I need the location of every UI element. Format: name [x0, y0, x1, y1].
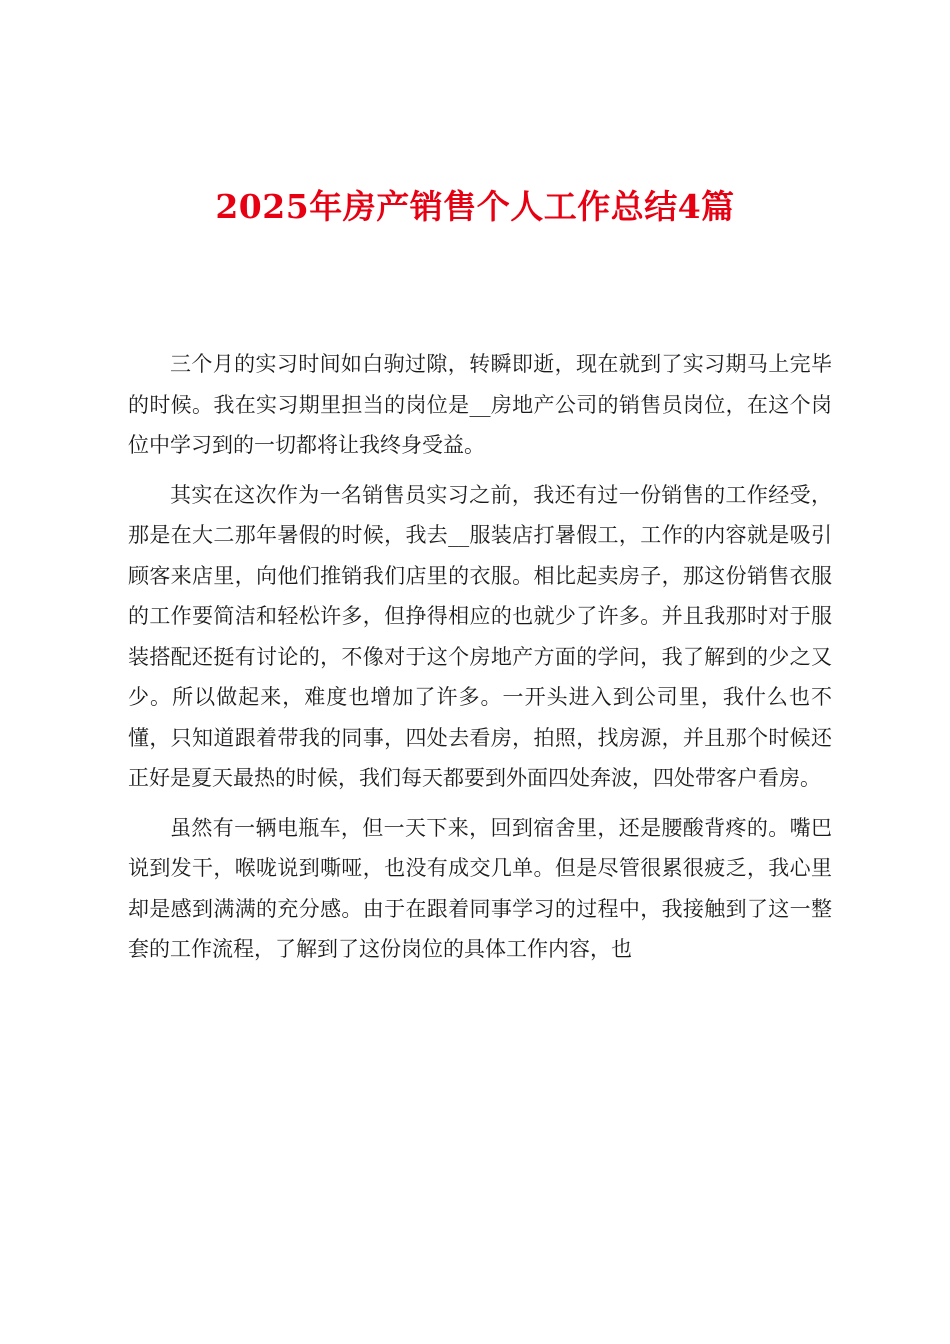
body-paragraph-3: 虽然有一辆电瓶车，但一天下来，回到宿舍里，还是腰酸背疼的。嘴巴说到发干，喉咙说到嘶哑，也没有成交几单。但是尽管很累很疲乏，我心里却是感到满满的充分感。由于在跟着同事学习的过程中，我接触到了这一整套的工作流程，了解到了这份岗位的具体工作内容，也 — [128, 815, 832, 961]
body-paragraph-2: 其实在这次作为一名销售员实习之前，我还有过一份销售的工作经受，那是在大二那年暑假的时候，我去__服装店打暑假工，工作的内容就是吸引顾客来店里，向他们推销我们店里的衣服。相比起卖房子，那这份销售衣服的工作要简洁和轻松许多，但挣得相应的也就少了许多。并且我那时对于服装搭配还挺有讨论的，不像对于这个房地产方面的学问，我了解到的少之又少。所以做起来，难度也增加了许多。一开头进入到公司里，我什么也不懂，只知道跟着带我的同事，四处去看房，拍照，找房源，并且那个时候还正好是夏天最热的时候，我们每天都要到外面四处奔波，四处带客户看房。 — [128, 482, 832, 790]
document-title: 2025年房产销售个人工作总结4篇 — [215, 187, 735, 226]
document-body — [128, 344, 832, 979]
body-paragraph-1: 三个月的实习时间如白驹过隙，转瞬即逝，现在就到了实习期马上完毕的时候。我在实习期里担当的岗位是__房地产公司的销售员岗位，在这个岗位中学习到的一切都将让我终身受益。 — [128, 352, 832, 457]
